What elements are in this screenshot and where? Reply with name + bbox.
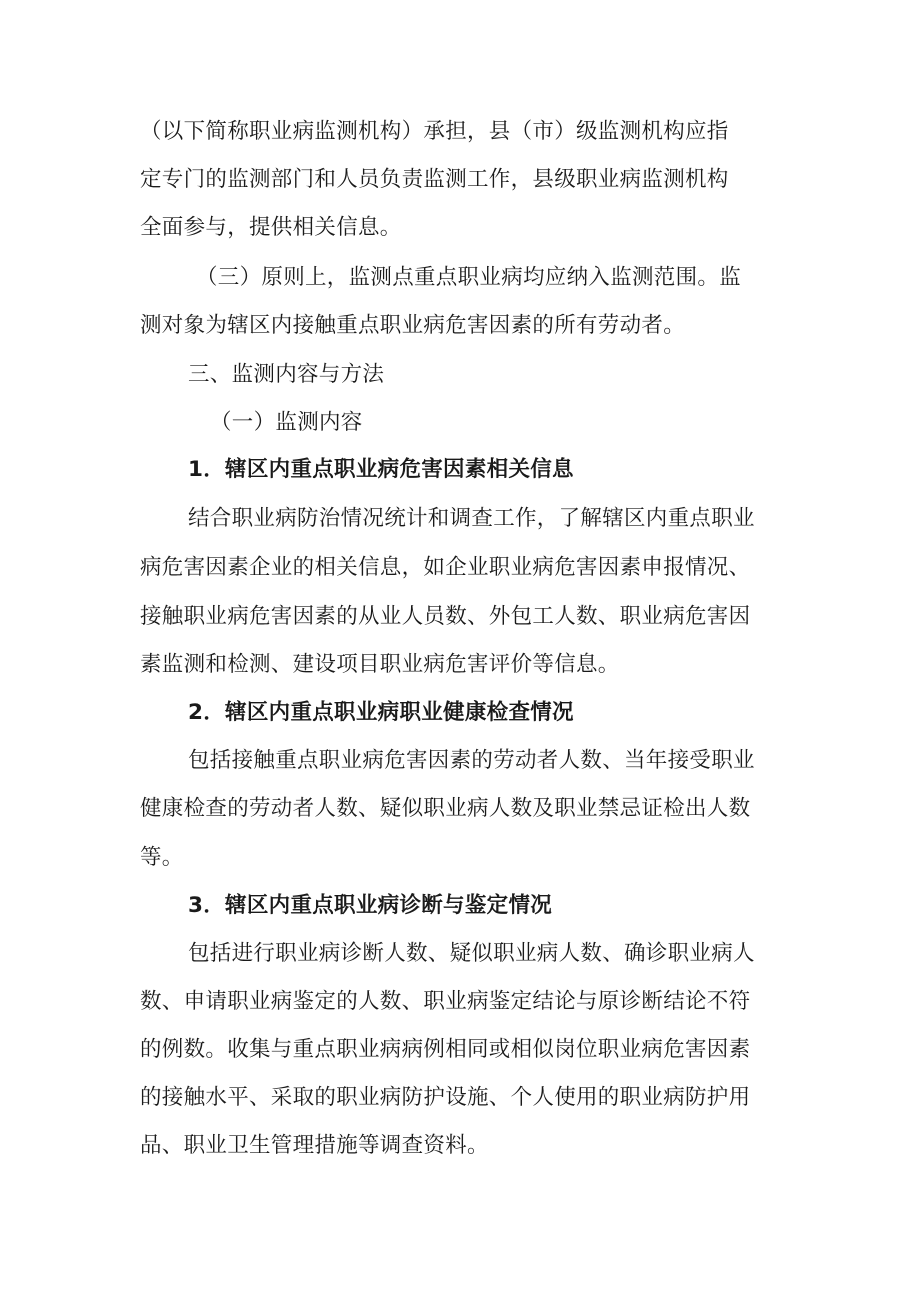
subsection-heading: （一）监测内容 — [210, 410, 363, 435]
item-heading: 3．辖区内重点职业病诊断与鉴定情况 — [188, 893, 553, 918]
paragraph-line: 健康检查的劳动者人数、疑似职业病人数及职业禁忌证检出人数 — [140, 796, 751, 821]
item-heading: 2．辖区内重点职业病职业健康检查情况 — [188, 700, 574, 725]
paragraph-line: （以下简称职业病监测机构）承担，县（市）级监测机构应指 — [140, 119, 729, 144]
paragraph-line: 病危害因素企业的相关信息，如企业职业病危害因素申报情况、 — [140, 555, 751, 580]
item-heading: 1．辖区内重点职业病危害因素相关信息 — [188, 457, 574, 482]
paragraph-line: 测对象为辖区内接触重点职业病危害因素的所有劳动者。 — [140, 313, 686, 338]
section-heading: 三、监测内容与方法 — [188, 362, 385, 387]
paragraph-line: （三）原则上，监测点重点职业病均应纳入监测范围。监 — [196, 265, 742, 290]
paragraph-line: 包括进行职业病诊断人数、疑似职业病人数、确诊职业病人 — [188, 941, 755, 966]
paragraph-line: 全面参与，提供相关信息。 — [140, 215, 402, 240]
paragraph-line: 素监测和检测、建设项目职业病危害评价等信息。 — [140, 652, 620, 677]
paragraph-line: 接触职业病危害因素的从业人员数、外包工人数、职业病危害因 — [140, 604, 751, 629]
paragraph-line: 品、职业卫生管理措施等调查资料。 — [140, 1133, 489, 1158]
paragraph-line: 结合职业病防治情况统计和调查工作，了解辖区内重点职业 — [188, 506, 755, 531]
paragraph-line: 包括接触重点职业病危害因素的劳动者人数、当年接受职业 — [188, 748, 755, 773]
paragraph-line: 的接触水平、采取的职业病防护设施、个人使用的职业病防护用 — [140, 1085, 751, 1110]
paragraph-line: 的例数。收集与重点职业病病例相同或相似岗位职业病危害因素 — [140, 1037, 751, 1062]
paragraph-line: 等。 — [140, 845, 184, 870]
paragraph-line: 定专门的监测部门和人员负责监测工作，县级职业病监测机构 — [140, 167, 729, 192]
paragraph-line: 数、申请职业病鉴定的人数、职业病鉴定结论与原诊断结论不符 — [140, 989, 751, 1014]
